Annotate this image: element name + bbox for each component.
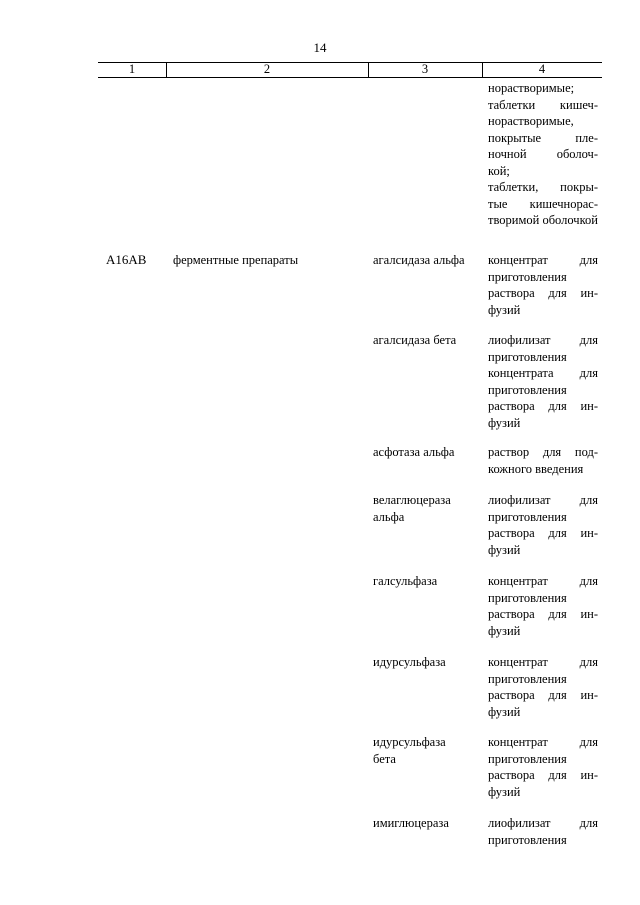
text-line: лиофилизат для	[488, 816, 598, 830]
text-line: ночной оболоч-	[488, 147, 598, 161]
dosage-form	[488, 444, 598, 477]
dosage-form	[488, 815, 598, 848]
text-line: концентрат для	[488, 253, 598, 267]
text-line: галсульфаза	[373, 574, 438, 588]
text-line: фузий	[488, 302, 521, 317]
drug-name	[373, 492, 483, 525]
header-col-3: 3	[421, 62, 429, 76]
text-line: идурсульфаза	[373, 655, 446, 669]
text-line: приготовления	[488, 590, 567, 605]
text-line: приготовления	[488, 382, 567, 397]
header-col-4: 4	[538, 62, 546, 76]
text-line: таблетки кишеч-	[488, 97, 598, 112]
drug-name	[373, 815, 483, 832]
text-line: лиофилизат для	[488, 493, 598, 507]
text-line: раствора для ин-	[488, 688, 598, 702]
text-line: приготовления	[488, 509, 567, 524]
dosage-form-continuation	[488, 80, 598, 229]
dosage-form	[488, 734, 598, 800]
text-line: фузий	[488, 542, 521, 557]
dosage-form	[488, 654, 598, 720]
text-line: велаглюцераза	[373, 493, 451, 507]
text-line: агалсидаза альфа	[373, 253, 465, 267]
drug-name	[373, 332, 483, 349]
text-line: приготовления	[488, 269, 567, 284]
table-header	[98, 62, 602, 78]
dosage-form	[488, 492, 598, 558]
text-line: покрытые пле-	[488, 130, 598, 145]
text-line: концентрата для	[488, 366, 598, 380]
text-line: приготовления	[488, 751, 567, 766]
drug-name	[373, 444, 483, 461]
text-line: лиофилизат для	[488, 333, 598, 347]
text-line: концентрат для	[488, 655, 598, 669]
text-line: приготовления	[488, 349, 567, 364]
text-line: кой;	[488, 163, 510, 178]
atc-code: A16AB	[106, 252, 147, 267]
text-line: приготовления	[488, 832, 567, 847]
text-line: раствора для ин-	[488, 607, 598, 621]
drug-name	[373, 252, 483, 269]
text-line: фузий	[488, 784, 521, 799]
atc-group-name: ферментные препараты	[173, 253, 299, 267]
header-col-1: 1	[128, 62, 136, 76]
text-line: фузий	[488, 415, 521, 430]
text-line: раствора для ин-	[488, 399, 598, 413]
text-line: раствор для под-	[488, 445, 598, 459]
text-line: творимой оболочкой	[488, 213, 598, 227]
dosage-form	[488, 573, 598, 639]
text-line: концентрат для	[488, 574, 598, 588]
text-line: агалсидаза бета	[373, 333, 457, 347]
dosage-form	[488, 252, 598, 318]
drug-name	[373, 573, 483, 590]
text-line: фузий	[488, 704, 521, 719]
drug-name	[373, 734, 483, 767]
header-col-2: 2	[263, 62, 271, 76]
text-line: раствора для ин-	[488, 286, 598, 300]
text-line: концентрат для	[488, 735, 598, 749]
text-line: раствора для ин-	[488, 526, 598, 540]
text-line: кожного введения	[488, 461, 584, 476]
text-line: идурсульфаза	[373, 735, 446, 749]
text-line: альфа	[373, 509, 405, 524]
text-line: асфотаза альфа	[373, 445, 455, 459]
text-line: таблетки, покры-	[488, 180, 598, 194]
text-line: фузий	[488, 623, 521, 638]
page-number: 14	[313, 40, 327, 55]
text-line: имиглюцераза	[373, 816, 449, 830]
text-line: норастворимые,	[488, 114, 574, 128]
text-line: тые кишечнорас-	[488, 196, 598, 211]
drug-name	[373, 654, 483, 671]
text-line: норастворимые;	[488, 81, 575, 95]
text-line: раствора для ин-	[488, 768, 598, 782]
text-line: бета	[373, 751, 396, 766]
text-line: приготовления	[488, 671, 567, 686]
dosage-form	[488, 332, 598, 431]
